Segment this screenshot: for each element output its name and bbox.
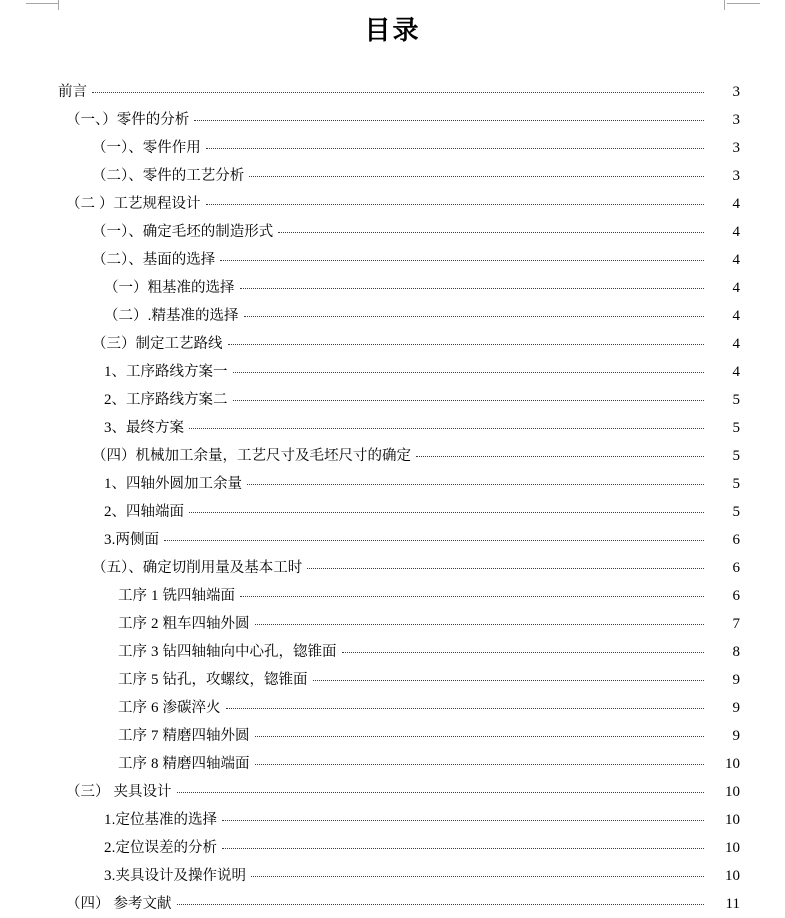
toc-label-number: 2 [104,504,112,520]
toc-leader-dots [244,306,704,320]
toc-label-number: 8 [151,756,159,772]
toc-leader-dots [342,642,704,656]
toc-label-number: 3 [104,420,112,436]
toc-leader-dots [222,838,704,852]
toc-entry-label: （四） 参考文献 [66,896,172,912]
toc-entry[interactable] [0,414,785,442]
toc-entry-label: 工序 7 精磨四轴外圆 [118,728,250,744]
toc-leader-dots [307,558,704,572]
toc-entry-page-number: 3 [732,84,740,100]
toc-entry-page-number: 10 [725,840,740,856]
toc-entry-label: （五）、确定切削用量及基本工时 [92,560,303,576]
toc-label-number: 3 [151,644,159,660]
toc-entry-label: 工序 6 渗碳淬火 [118,700,221,716]
toc-entry[interactable] [0,470,785,498]
toc-entry-page-number: 4 [732,252,740,268]
toc-entry-label: （二）、零件的工艺分析 [92,168,245,184]
toc-leader-dots [247,474,704,488]
toc-entry-label: 工序 5 钻孔，攻螺纹，锪锥面 [118,672,308,688]
toc-entry-label: 3、最终方案 [104,420,184,436]
toc-label-number: 3 [104,532,112,548]
table-of-contents [0,78,785,918]
toc-leader-dots [240,278,705,292]
toc-entry-page-number: 4 [732,364,740,380]
toc-entry-page-number: 4 [732,308,740,324]
toc-entry-page-number: 11 [725,896,740,912]
toc-entry[interactable] [0,610,785,638]
toc-entry-page-number: 10 [725,784,740,800]
toc-entry[interactable] [0,582,785,610]
toc-entry-label: 3.夹具设计及操作说明 [104,868,247,884]
toc-entry-label: 工序 3 钻四轴轴向中心孔，锪锥面 [118,644,337,660]
toc-entry-page-number: 4 [732,336,740,352]
toc-leader-dots [222,810,704,824]
toc-entry[interactable] [0,526,785,554]
toc-entry-label: （二）.精基准的选择 [104,308,239,324]
toc-entry[interactable] [0,386,785,414]
toc-label-number: 1 [104,476,112,492]
toc-label-number: 2 [104,392,112,408]
toc-leader-dots [206,138,704,152]
toc-leader-dots [92,82,704,96]
toc-entry-label: 前言 [58,84,87,100]
toc-entry[interactable] [0,358,785,386]
toc-leader-dots [194,110,704,124]
toc-label-number: 2 [151,616,159,632]
toc-entry[interactable] [0,246,785,274]
toc-entry[interactable] [0,890,785,918]
toc-leader-dots [189,502,704,516]
toc-entry-label: （一）、零件作用 [92,140,201,156]
toc-entry-label: 工序 1 铣四轴端面 [118,588,236,604]
toc-entry[interactable] [0,330,785,358]
toc-entry-label: （一）粗基准的选择 [104,280,235,296]
toc-leader-dots [226,698,704,712]
toc-entry[interactable] [0,78,785,106]
toc-entry-page-number: 3 [732,140,740,156]
toc-entry[interactable] [0,498,785,526]
toc-entry[interactable] [0,750,785,778]
toc-entry[interactable] [0,302,785,330]
toc-leader-dots [249,166,704,180]
toc-entry[interactable] [0,666,785,694]
toc-entry[interactable] [0,106,785,134]
toc-entry[interactable] [0,806,785,834]
toc-label-number: 1 [104,812,112,828]
toc-leader-dots [255,614,704,628]
toc-entry-label: 1、工序路线方案一 [104,364,228,380]
toc-leader-dots [228,334,705,348]
toc-entry[interactable] [0,134,785,162]
toc-leader-dots [206,194,704,208]
toc-entry-page-number: 3 [732,112,740,128]
toc-leader-dots [240,586,704,600]
toc-entry[interactable] [0,274,785,302]
toc-entry-label: 1.定位基准的选择 [104,812,218,828]
toc-leader-dots [233,390,705,404]
toc-entry-page-number: 8 [732,644,740,660]
toc-entry-label: 2.定位误差的分析 [104,840,218,856]
toc-entry[interactable] [0,190,785,218]
toc-leader-dots [233,362,705,376]
toc-entry-page-number: 4 [732,224,740,240]
toc-entry-label: 2、工序路线方案二 [104,392,228,408]
toc-label-number: 6 [151,700,159,716]
toc-entry-page-number: 5 [732,448,740,464]
toc-entry-page-number: 5 [732,476,740,492]
toc-label-number: 3 [104,868,112,884]
toc-entry[interactable] [0,162,785,190]
toc-leader-dots [278,222,704,236]
toc-label-number: 5 [151,672,159,688]
toc-entry-page-number: 6 [732,532,740,548]
toc-leader-dots [255,726,704,740]
toc-entry[interactable] [0,554,785,582]
toc-entry-page-number: 5 [732,392,740,408]
toc-entry-page-number: 9 [732,672,740,688]
toc-entry-label: （三）制定工艺路线 [92,336,223,352]
toc-entry[interactable] [0,862,785,890]
toc-leader-dots [220,250,704,264]
toc-entry-page-number: 7 [732,616,740,632]
toc-entry-page-number: 5 [732,420,740,436]
toc-entry-page-number: 5 [732,504,740,520]
toc-entry-page-number: 9 [732,700,740,716]
page-title: 目录 [364,16,421,45]
toc-entry[interactable] [0,442,785,470]
toc-entry-page-number: 9 [732,728,740,744]
toc-entry-label: 2、四轴端面 [104,504,184,520]
toc-entry-page-number: 6 [732,560,740,576]
toc-entry-page-number: 4 [732,196,740,212]
toc-leader-dots [177,782,704,796]
toc-leader-dots [255,754,704,768]
toc-entry-page-number: 10 [725,812,740,828]
toc-entry-page-number: 3 [732,168,740,184]
toc-leader-dots [313,670,704,684]
toc-leader-dots [416,446,704,460]
toc-leader-dots [177,894,704,908]
toc-entry[interactable] [0,834,785,862]
toc-entry-label: （二 ）工艺规程设计 [66,196,201,212]
toc-leader-dots [164,530,704,544]
toc-entry[interactable] [0,694,785,722]
toc-entry-label: （二）、基面的选择 [92,252,216,268]
toc-label-number: 7 [151,728,159,744]
toc-entry-page-number: 4 [732,280,740,296]
toc-entry-label: 3.两侧面 [104,532,160,548]
toc-entry-label: 1、四轴外圆加工余量 [104,476,242,492]
toc-leader-dots [251,866,704,880]
toc-entry[interactable] [0,722,785,750]
toc-entry-page-number: 10 [725,868,740,884]
toc-label-number: 2 [104,840,112,856]
toc-label-number: 1 [104,364,112,380]
toc-entry[interactable] [0,638,785,666]
toc-label-number: 1 [151,588,159,604]
toc-entry-label: （四）机械加工余量，工艺尺寸及毛坯尺寸的确定 [92,448,411,464]
toc-entry-page-number: 6 [732,588,740,604]
toc-entry-label: （一）、确定毛坯的制造形式 [92,224,274,240]
toc-entry-label: （一、）零件的分析 [66,112,190,128]
toc-entry[interactable] [0,778,785,806]
toc-entry[interactable] [0,218,785,246]
toc-entry-label: 工序 8 精磨四轴端面 [118,756,250,772]
toc-entry-label: 工序 2 粗车四轴外圆 [118,616,250,632]
toc-leader-dots [189,418,704,432]
toc-entry-label: （三） 夹具设计 [66,784,172,800]
toc-entry-page-number: 10 [725,756,740,772]
